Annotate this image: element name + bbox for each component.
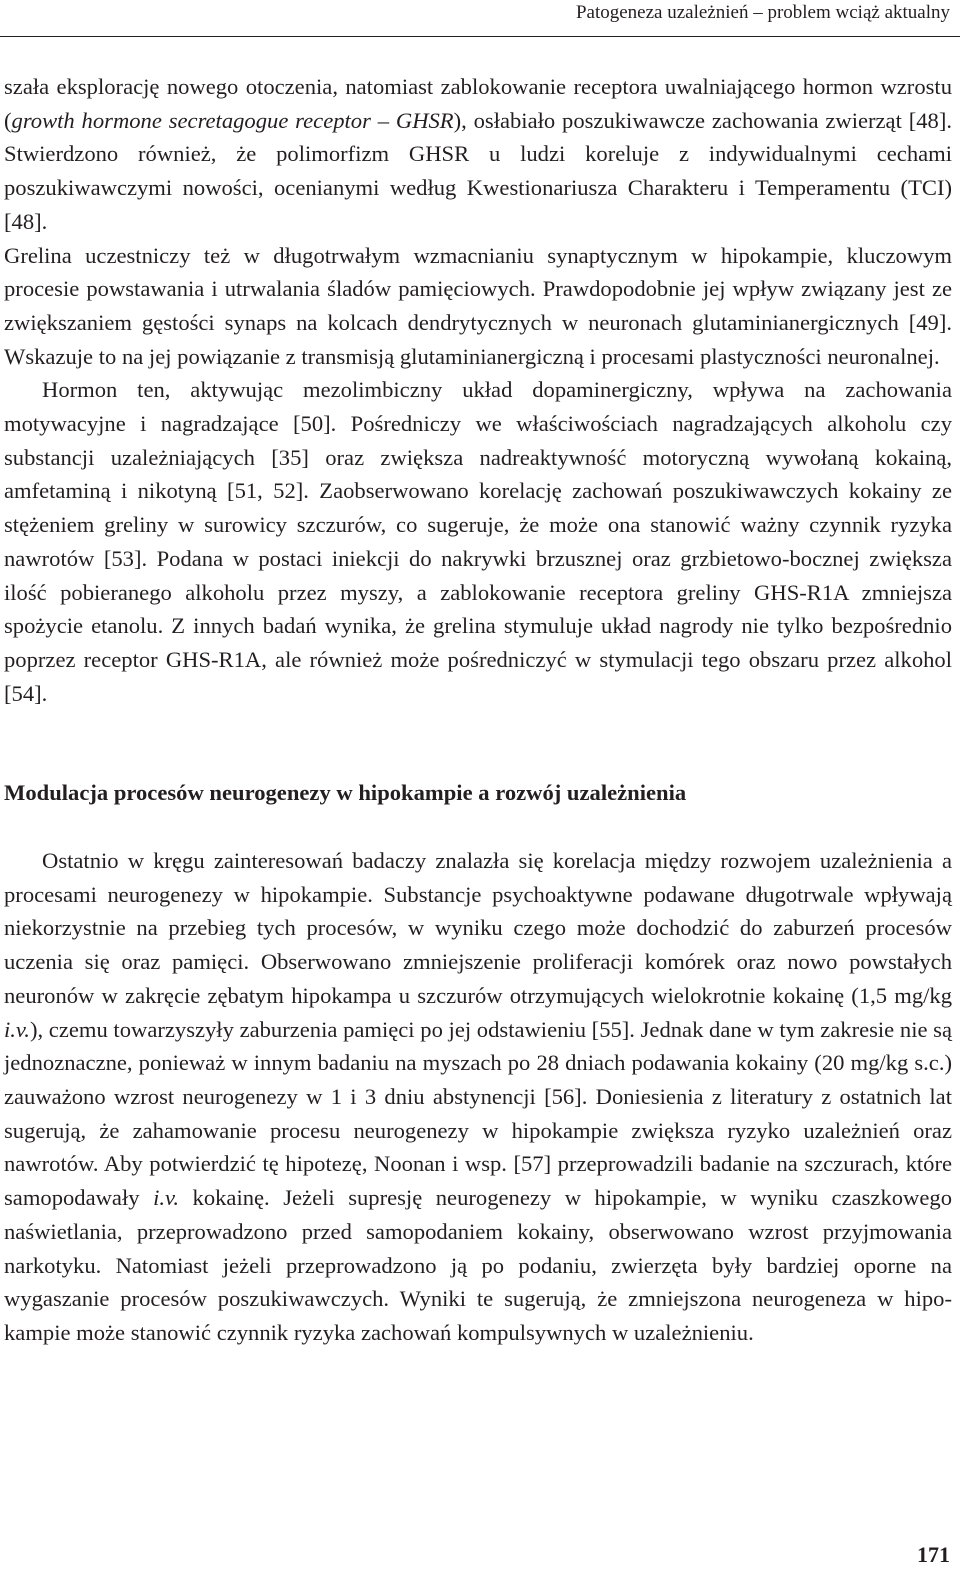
section-spacer (4, 810, 952, 844)
section-spacer (4, 710, 952, 776)
italic-term: growth hormone secretagogue receptor (11, 107, 371, 133)
header-divider (0, 36, 960, 37)
body-paragraph-3: Hormon ten, aktywując mezolimbiczny układ dopaminergiczny, wpływa na zachowania motywacyjne i nagradzające [50]. Pośredniczy we właściwościach nagradzających alkoholu czy substancji uzależniających [35] oraz zwiększa nadreaktywność motoryczną wywołaną kokainą, amfetaminą i nikotyną [51, 52]. Zaobserwowano korelację zachowań poszukiwawczych kokainy ze stężeniem greliny w surowicy szczurów, co sugeruje, że może ona stanowić ważny czynnik ryzyka nawrotów [53]. Podana w postaci iniekcji do nakrywki brzusznej oraz grzbietowo-bocznej zwiększa ilość pobieranego alkoholu przez myszy, a zablokowanie receptora greliny GHS-R1A zmniejsza spożycie etanolu. Z innych badań wynika, że grelina stymuluje układ nagrody nie tylko bezpośrednio poprzez receptor GHS-R1A, ale również może pośredniczyć w stymulacji tego obszaru przez alkohol [54]. (4, 377, 952, 706)
italic-term: i.v. (4, 1016, 30, 1042)
body-paragraph-2: Grelina uczestniczy też w długotrwałym wzmacnianiu synaptycznym w hipokampie, kluczowym procesie powstawania i utrwalania śladów pamięciowych. Prawdopodobnie jej wpływ związany jest ze zwiększaniem gęstości synaps na kolcach dendrytycznych w neuronach glutaminianergicznych [49]. Wskazuje to na jej powiązanie z transmisją glutaminianergiczną i procesami plastyczności neuronalnej. (4, 242, 952, 369)
page-body (4, 70, 952, 1350)
body-paragraph-1 (4, 70, 952, 239)
italic-term: i.v. (153, 1185, 179, 1211)
paragraph-text: ), czemu towarzyszyły zaburzenia pamięci po jej odstawieniu [55]. Jednak dane w tym zakresie nie są jednoznaczne, ponieważ w innym badaniu na myszach po 28 dniach podawania kokainy (20 mg/kg s.c.) zauważono wzrost neurogenezy w 1 i 3 dniu abstynencji [56]. Doniesienia z literatury z ostatnich lat sugerują, że zahamowanie procesu neurogenezy w hipokampie zwiększa ryzyko uzależnień oraz nawrotów. Aby potwierdzić tę hipotezę, Noonan i wsp. [57] przeprowadzili badanie na szczurach, które samopodawały (4, 1016, 952, 1211)
section-heading: Modulacja procesów neurogenezy w hipokampie a rozwój uzależnienia (4, 780, 687, 806)
italic-term: GHSR (395, 107, 454, 133)
paragraph-text: szała eksplorację nowego otoczenia, natomiast zablokowanie receptora uwalniającego hormon wzrostu ( (4, 74, 952, 133)
body-paragraph-4 (4, 844, 952, 1350)
paragraph-text: Ostatnio w kręgu zainteresowań badaczy znalazła się korelacja między rozwojem uzależnienia a procesami neurogenezy w hipokampie. Substancje psychoaktywne podawane długotrwale wpływają niekorzystnie na przebieg tych procesów, w wyniku czego może dochodzić do zaburzeń procesów uczenia się oraz pamięci. Obserwowano zmniejszenie proliferacji komórek oraz nowo powstałych neuronów w zakręcie zębatym hipokampa u szczurów otrzymujących wielokrotnie kokainę (1,5 mg/kg (4, 848, 952, 1008)
paragraph-text: – (370, 107, 396, 133)
page-number: 171 (917, 1542, 950, 1567)
running-header: Patogeneza uzależnień – problem wciąż aktualny (575, 2, 950, 23)
paragraph-text: ), osłabiało poszukiwawcze zachowania zwierząt [48]. Stwierdzono również, że polimorfizm GHSR u ludzi koreluje z indywidualnymi cechami poszukiwawczymi nowości, ocenianymi według Kwestionariusza Charakteru i Temperamentu (TCI) [48]. (4, 107, 952, 234)
paragraph-text: kokainę. Jeżeli supresję neurogenezy w hipokampie, w wyniku czaszkowego naświetlania, przeprowadzono przed samopodaniem kokainy, obserwowano wzrost przyjmowania narkotyku. Natomiast jeżeli przeprowadzono ją po podaniu, zwierzęta były bardziej oporne na wygaszanie procesów poszukiwawczych. Wyniki te sugerują, że zmniejszona neurogeneza w hipokampie może stanowić czynnik ryzyka zachowań kompulsywnych w uzależnieniu. (4, 1185, 952, 1345)
